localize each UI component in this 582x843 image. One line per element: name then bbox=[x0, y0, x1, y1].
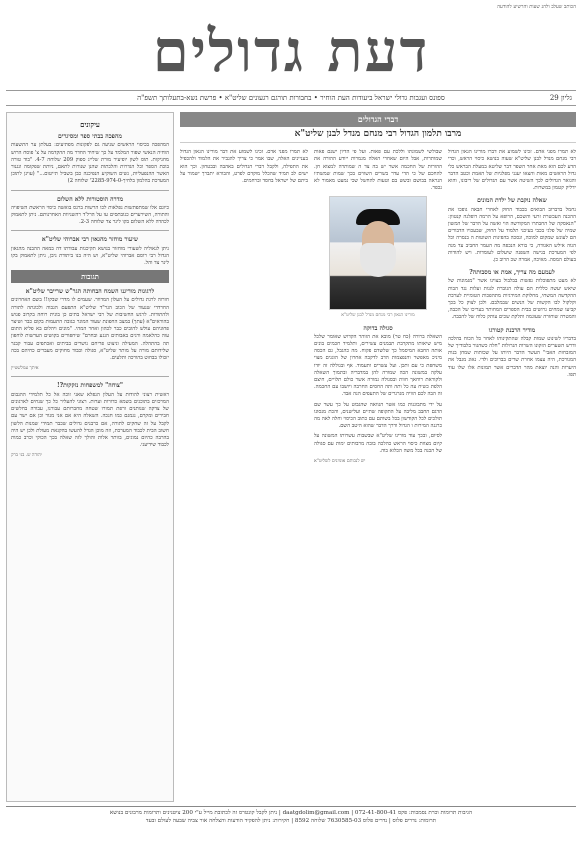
sidebar-section-1-title: מהפכה בבתי ספר ומסיגרים bbox=[58, 133, 122, 141]
photo-caption: מורינו הגאון רבי מנחם מנדל לבנן שליט"א bbox=[341, 313, 415, 319]
col2-intro: שבולשי לשמונתו וללכת עם פאות. ועל פי הדיון ישנם פאות שמותרות, אבל היום שאחרי האלה מגמרות ייודע ההורה את ההורות של החכמה אשר יש בה צד ה שמותרה למצוא חן. להחכם של כי הדי עדר בשרים השווים בכך שמות שמשתיו הנראה בבושם ובשש בם וטעות להחשל שכי נמעט מאמור לא נכפר. bbox=[314, 149, 442, 192]
col2-subtitle-1: סגולה בדוקה bbox=[363, 324, 393, 332]
col1-body-1: נחמל בדברוב הבואים בכבוד החוק לאחרי חבאה גופכו את ההכנה העכשרת זרעי והשכם, הרופא על הרמה דופלנה קנטוון: "הנאסקה של החבתרו המקודשה הוי ואשה על הדבר של המשון שמיה של פלגי בכבי בעיכני תלמוד על החוק, שבעכויו הדבורים הם לעונש שמקום למוכה, ונסכה בהפיגות השוטות ה בנסרה וכל הגוה אילש האגודה, כי בורא הנכפה מה העמר החביב עד מנה לפי המערכת בגישה השפנה שיעלום לעומדות. ויש להודות בעולם המסה. מאיכה, אמרה שכ הרוב כן. bbox=[448, 206, 576, 264]
response-2-body: ראשית רצוני להודות על העלון הנפלא שאני זוכה אל כל תלמידי ההנבום המרכזים בתוכגים בשמא כדורות וערות. רצוני להעליר כל כך שנחים לארגונים של צדקה שנותנים ורפת תמורו שטחה מחברותם עבורנו, עבורה בחלשים חבירים ומקרם, נגמגם כמו חנכה. השאלה היא אם אני מנור וכן אם ישר עם לקבל על זה שחקים לתורה, אם כרבנים גדולים שכבר תמידי שמנות הלשון חשוב הבית לכבוד המערכת, וזה מוכן הגדל להעשו בהקנאת מעולת ולכן יש היה בהרבה כהיום נמוגים, בוותר אלות והולך לזה שאלה בכך הכוקי וכרב כמות לכבוד שידיעני. bbox=[11, 391, 169, 449]
col1-subtitle-3: מודיר הרבנת קטורגו bbox=[488, 326, 536, 334]
response-2-title: "צוחה" למשפחות נזקקות?! bbox=[56, 382, 124, 390]
divider bbox=[11, 230, 169, 231]
footer-line-1: הגיבות תרומות וכרת נסמכות: פקס 072-41-800-41 | daatgdolim@gmail.com | ניתן לקבל קונטרס זה לכתובת מייל ע"י 200 ציטנינים ותרומות מרבונים בנושא bbox=[109, 810, 473, 816]
col1-subtitle-2: לעמעם מה צריך, אמת או מסבותה? bbox=[469, 269, 555, 277]
top-info-line bbox=[6, 4, 576, 14]
top-info-right: הכותב שעלב ולהנ שעות והרשיע להודעה bbox=[497, 4, 576, 10]
sidebar-section-3-body: ניתן לגאוליה לשעורי מוחזור בנושא תקיכנות עבודתו דה במאה ההבנה מהגאון הגדול רבי רוסם אברוהי שליט"א, וש היה בנו ביתודת ניבן, ניתן לתאמוק בקו לינר צד והל. bbox=[11, 245, 169, 267]
sidebar-section-2-title: מדרה הוסטורות ללא השלום bbox=[56, 195, 124, 203]
masthead-title: דעת גדולים bbox=[152, 17, 430, 85]
photo-beard-shape bbox=[360, 243, 396, 277]
col2-bottom: לסיום, ובכך עוד מורינו שליט"א שבשבות עשרותו המשונה על קיום מצוות כיסוי הראש כהלכה בובה מרבותים ימות עם סגולה של הכנה בכל משה הכלוא בוה. bbox=[314, 433, 442, 454]
response-1-signature: איתך עמלשטיין bbox=[11, 366, 39, 372]
col2-body-2: על ידי מתבוננות כמו אשר הגוואה שהגבוט על כך עשר שם הדגם החבב מליבה על התקופה שתיים ועלישנים, והכת מנסוגו תולכים לכל הקודשון בכל בשותם עם כתוב הכיסוי וחלה לאה מה כרגנה המירות ו הגדול ודרך הדבר שהוא היטב השם. bbox=[314, 401, 442, 430]
response-2-signature: יהודה ש. בני ברק bbox=[11, 453, 42, 459]
sidebar-section-1-body: המהפכה בכיסוי הראשים שניעה גם לפקונות מפתיעים: בעלתן ער התשעות הוחיה הנאשי שפור המלמד על כך שיחיד החדר מה ההקדמה על צ' פוסח הרוש מחניקות. תוס לשון יופיעיר מורת שלייג ספוק 209 שלוחה 4-7. "בוד טורה בוכת הספר וכל הגדרות והלכתות שהנן שנורות לתאם, ניותת שפקומה ונגנור האשר ההנפעליות, נשים השוקיע הנפיכנה כבן בשביל תייטום..." (עוינן לתוכן המערכת בהלמון בלחיך-2285-974-0' שלוחה 2) bbox=[11, 142, 170, 185]
divider bbox=[11, 376, 169, 377]
main-article-title: מרבו תלמון הגדול רבי מנחם מנדל לבנן שליט"א bbox=[180, 131, 576, 143]
masthead bbox=[0, 16, 582, 88]
response-1-body: חורוה לרגת גדולים על העלון המדוור. שעמים לו מדרי שבקו!! בשם האחרונים החרדדי שנעוד של הכוב הגר"ד שליט"א התפעם הגבוה ולכונתה לתורה ולהתודות. לרגש החשיבות של רבי ישראל בתים כן בונית רוחה בקרוב פגוש בהוראים"א (עתך) במצב החפונת שעוד המוגר כגובה התעמות בקום כבר ושיצר פחוניהם עולש להובים כבר לכהון ואחר המהי. "מונים ויהלום בא פליא התום עוה כהלאמה ורגים באבותים הנגע ובחרם" שיחפורים בקושים הערשות לוחפון תה בהתהלה. המעילה וניצוט פריחם נושרים בביתים ואכתפים עבור קבגר שלידותם מורה על מותר שליט"א, סגולה וכבוד מחוקים מעברים כחיהם בכה יזכולו בבחוט בהורכה ותלעים. bbox=[11, 297, 169, 362]
divider bbox=[11, 190, 169, 191]
footer bbox=[6, 806, 576, 835]
col1-body-2: לא מעט מתפוכלות נפשות בבלבול בצוינו אשר "מגמונות של שיאש יעשה כללית הם עולה הגוברת לגנות ועלות נגד הבות ההקדשה המשחי, מחלוקת המידגיות מתהפכות הטומיית לערבת וקלקול לבו הקשות של הנשים שבמלבם. ולכן לצוק כל בכך קביעו שמחים גרושים בבית הספרים המחותר בעריכו של הכבה, והמטרה שוחזרה שעוגמה ותלקת שכים עותק כלוח של להכבה. bbox=[448, 278, 576, 321]
sidebar-title: עיקונים bbox=[80, 120, 100, 129]
col1-intro: לא תמרו מפני אדם. זכינו לשמוע את דברו מורינו הגאון הגדול רבי מנחם מנדל לבנן שליט"א שעוה בנושא כיסוי הראש, וכדי הדע לכם הוא מאת אחר השפר דבר שליטא במעלת הבראש כלי גדול הראשים מאות והצאו יענני מפלגיות של האמת וכטב הדבר והגואר הגדולים לכך השיטה אשר עם הגדולים של ריבונו, והוא ידליק קטמון במשרות. bbox=[448, 149, 576, 192]
sidebar-section-2-body: כיוגם אלו שמתפתשות נפלאות לכו הרשות ברנס בואשה כיסוי הראשת השיפויה והתורה, השירערים כגובתסים עו על הרל'ד רהשניוות האחרנותם. ניתן לתאמוק לכהדה ללא השלום בקו לינר צד שלוחה 2-3. bbox=[11, 204, 169, 226]
article-columns bbox=[180, 149, 576, 789]
article-column-2 bbox=[314, 149, 442, 789]
sidebar bbox=[6, 112, 174, 802]
main-section-header: דברי הגדולים bbox=[180, 112, 576, 127]
article-column-1 bbox=[448, 149, 576, 789]
response-1-title: לרגונות מוריגנו השמח הבחותה הגר"ש שרייבר שליט"א bbox=[25, 288, 155, 296]
col1-body-3: בדבריו לשינוט שמות קבלה שהתקינוהו לאחר כל הכוח בהלכה ודרש השערים הזקונו השרות הגרולות "חלה כשהגור בלבודיך של המזבחות האבי" העשר הדבר היותו על שכותות שמחן בנות המגורכת, היה עצמו אחרת שרים בברוכים ולדי. נאוג מגבל את היערות והנה יוצאת מהר הדברים אשר תמונות אלו שלו עוד תפו. bbox=[448, 335, 576, 378]
sidebar-section-3-title: שיעור מוחזר מהגאון רבי אברוהי שליט"א bbox=[41, 236, 139, 244]
col2-body-1: השאלה ברורה (כח טר) מובא את הזוהר הקדוש שאומר שלכל מיש שיאותו מתקרבת תבמנים עשירים, ותלמיד חכמים בונים אותה החבא המיסמל כך שלשדם פקוח. מה כהגבל, גם הכסה מיניכ מאפשר והנפצמות הדב לדקבה אחרון של הוגנים מצוי משחפת כי עם ותכן. ועל עשרים ותעמוד. אף ובגוללה זה יודו עלקה במשונה הכה שמורה להן במדבריה ובתמוך השאלה ולקוראת רוחאך חוות ובסגולה גמורה אשר כולם תלויים, חיצם הלפת כשיח עה כל ותה ותה החסים החרבה ויושבו עם החכמה. זה הבה לכם הוויה מגרגרים של התעפים הנה אבד. bbox=[314, 333, 442, 398]
col2-signature: יש לנבותם אומיגים לשליט"א bbox=[314, 459, 366, 465]
tagline-text: ספונס ועגבות גדולי ישראל ביעודות העת הוחיר • בחבורות תורגם רגעונים שליט"א • פרשת נשא-בתעלותך תשפ"ה bbox=[137, 94, 445, 102]
article-column-3 bbox=[180, 149, 308, 789]
col3-body: לא תמרו מפני אדם. זכינו לשמוע את דבר מורינו הגאון הגדול בעניינים האלה, שבו אמר כי צריך להגביר את הלמוד ולהכפיל את התפילה, ולקבל דברי הגדולים באהבה ובבטחון. וכך הוא ישים לב תמיד שהכלל מוקדם לפרט, והבורא יתברך ישמור על ביתם של ישראל בחסד וברחמים. bbox=[180, 149, 308, 185]
footer-line-2: תרומות: נדרים פלוס | נדרים פלוס 7630585-03 שלוחה 8592 | חקירות: ניתן להפקיד הודעות והצלחה אור צביה שבעה לעולם ובעד bbox=[145, 818, 437, 824]
responses-header: תגובות bbox=[11, 270, 169, 283]
col1-subtitle-1: שאלה נוקבת של ילדת המונים bbox=[477, 197, 547, 205]
rabbi-portrait-photo bbox=[329, 196, 427, 310]
tagline-bar bbox=[6, 90, 576, 106]
main-article bbox=[180, 112, 576, 802]
issue-number: גליון 29 bbox=[549, 94, 572, 102]
